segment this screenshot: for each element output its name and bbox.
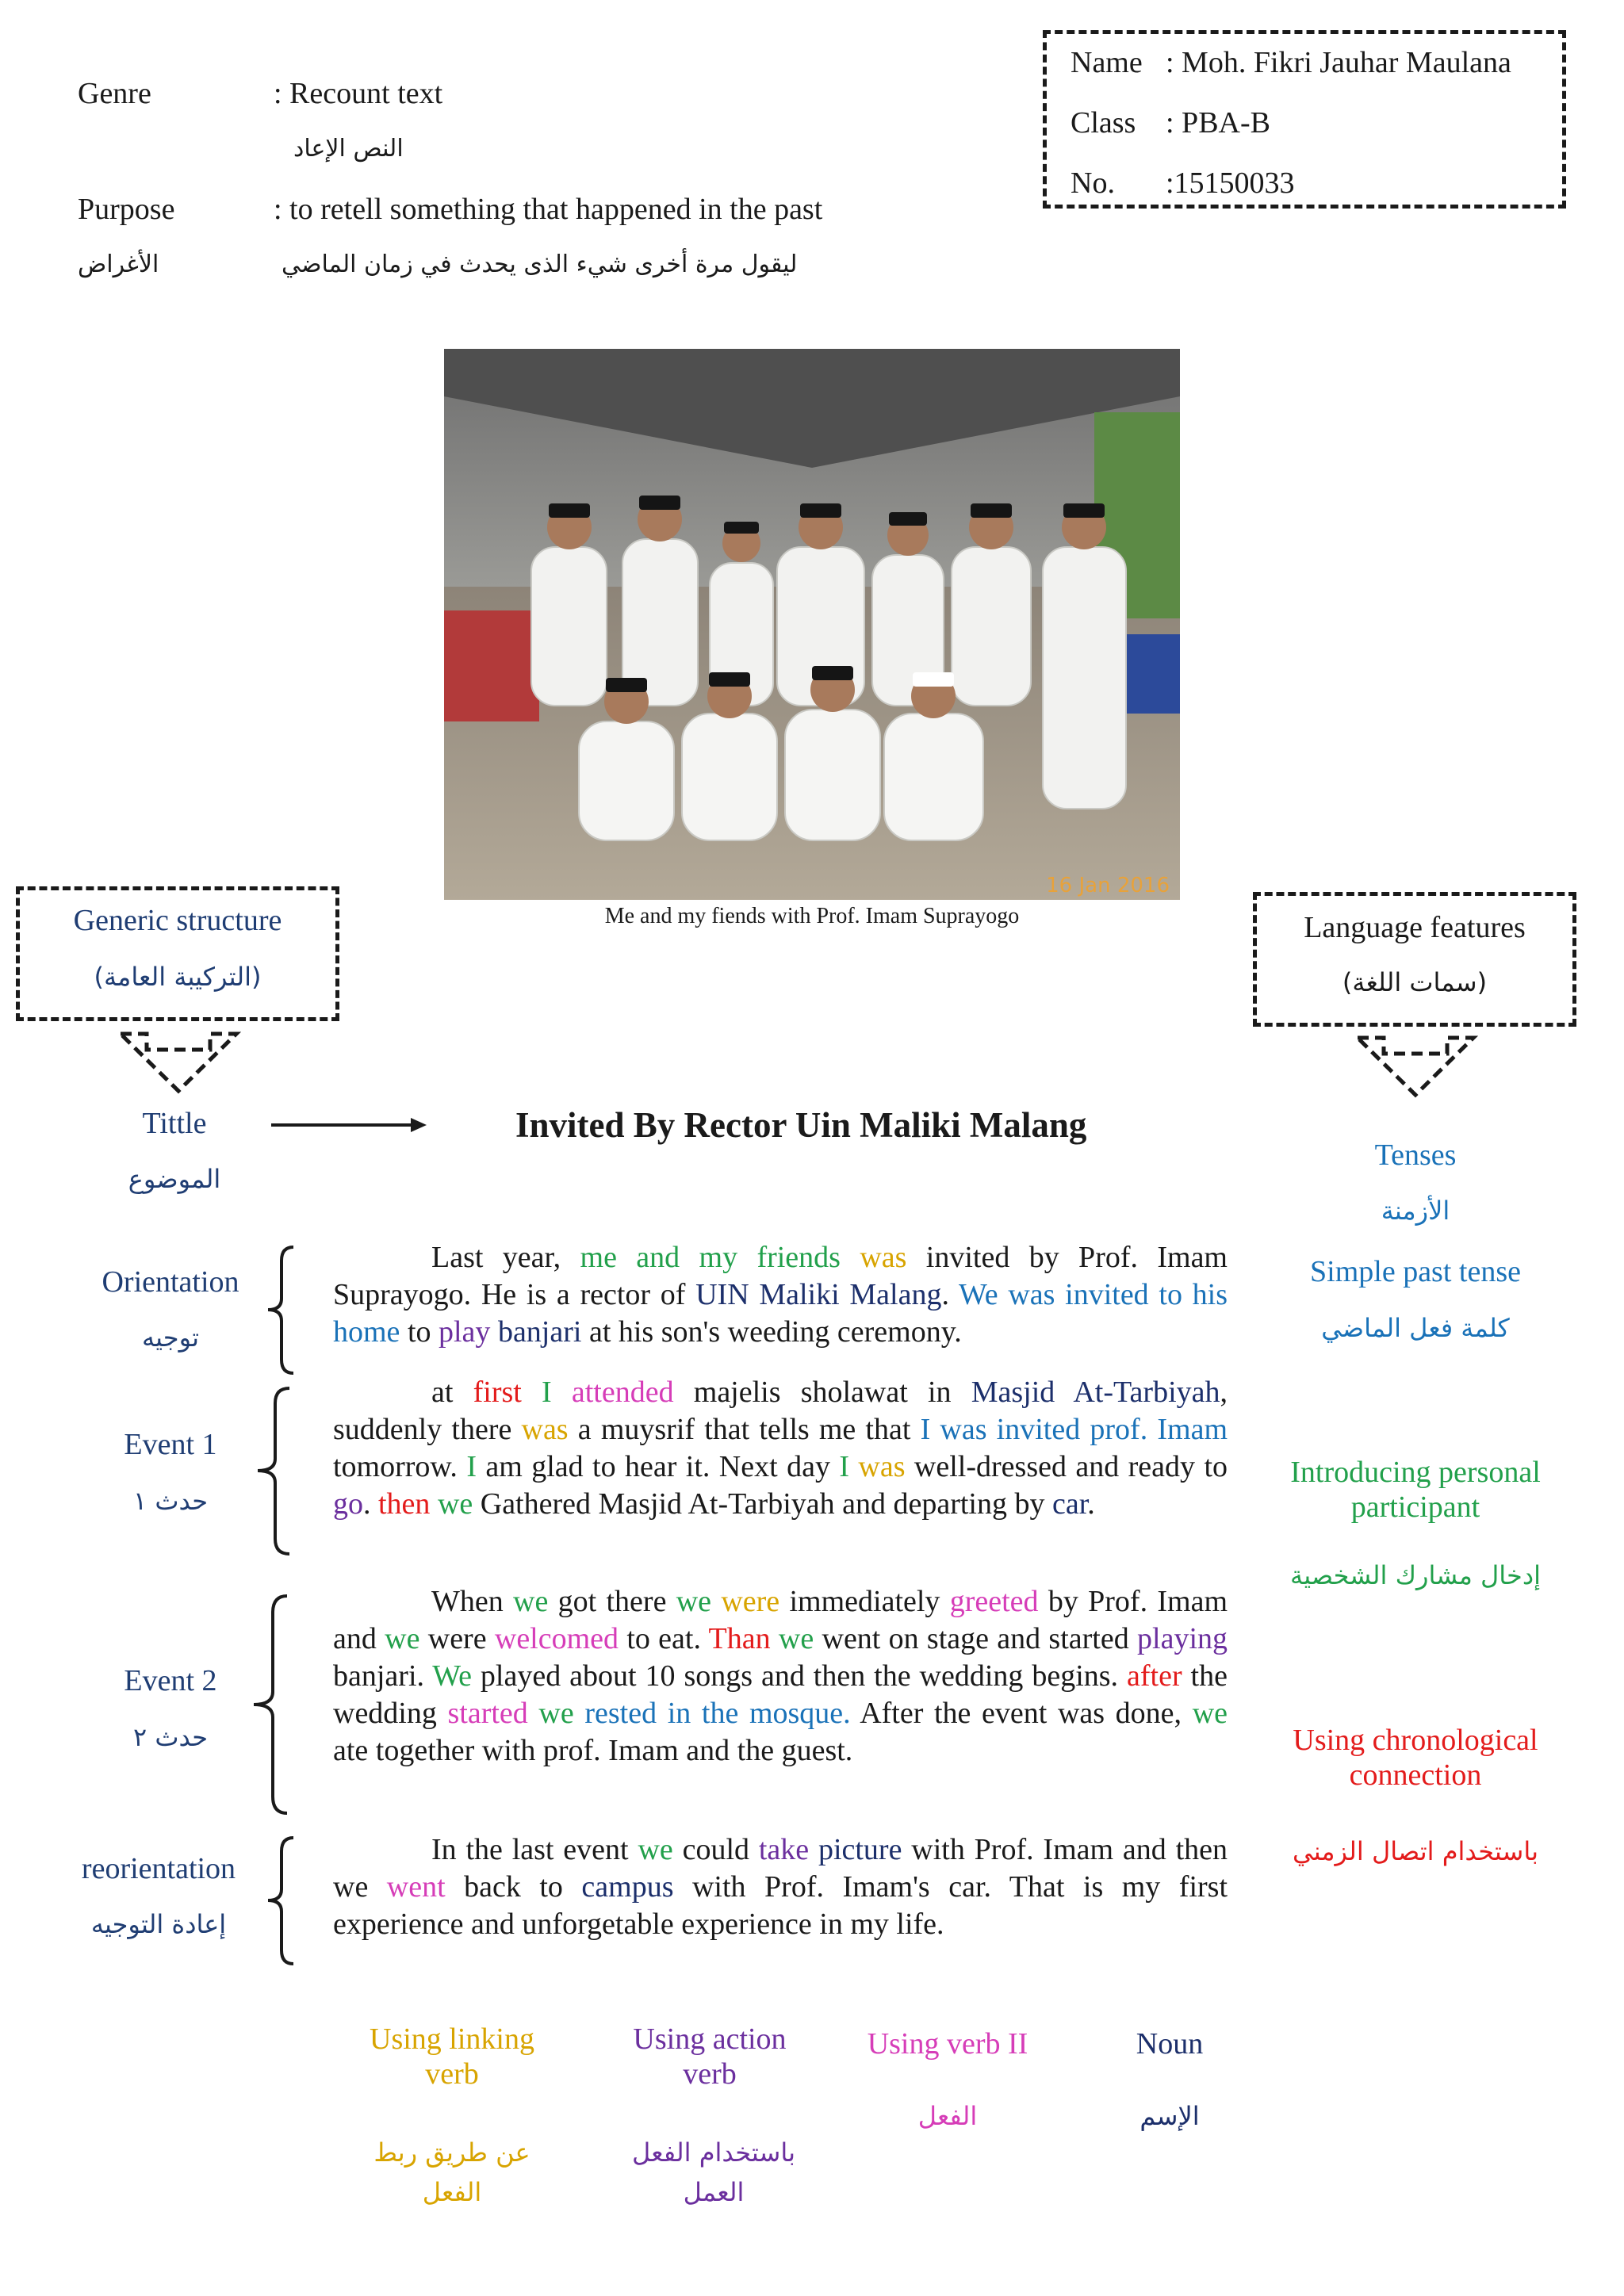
paragraph-orientation: Last year, me and my friends was invited by Prof. Imam Suprayogo. He is a rector of UIN Maliki Malang. We was invited to his home to play banjari at his son's weeding ceremony. [333, 1241, 1228, 1349]
purpose-arabic: ليقول مرة أخرى شيء الذى يحدث في زمان الماضي [282, 251, 798, 278]
language-features-box [1253, 892, 1576, 1027]
no-label: No. [1071, 166, 1115, 200]
event1-arabic: حدث ١ [132, 1486, 209, 1516]
title-arabic: الموضوع [128, 1164, 221, 1194]
group-photo [444, 349, 1180, 900]
class-label: Class [1071, 106, 1136, 140]
name-label: Name [1071, 46, 1143, 79]
legend-noun-arabic: الإسم [1139, 2101, 1200, 2131]
right-arrow-icon [270, 1113, 428, 1137]
no-value: :15150033 [1166, 166, 1295, 200]
photo-date-stamp: 16 Jan 2016 [1046, 874, 1170, 897]
orientation-arabic: توجيه [141, 1322, 200, 1353]
language-features-title: Language features [1304, 911, 1526, 944]
title-label: Tittle [142, 1107, 207, 1140]
legend-linking-verb: Using linking verb [370, 2022, 534, 2091]
purpose-arabic-label: الأغراض [78, 251, 159, 278]
generic-structure-title: Generic structure [73, 904, 282, 937]
class-value: : PBA-B [1166, 106, 1270, 140]
simple-past-arabic: كلمة فعل الماضي [1321, 1313, 1510, 1343]
tenses-label: Tenses [1374, 1138, 1457, 1172]
curly-bracket-icon [246, 1594, 293, 1816]
legend-action-arabic: باستخدام الفعل العمل [632, 2137, 795, 2207]
legend-noun: Noun [1136, 2027, 1204, 2061]
text-title: Invited By Rector Uin Maliki Malang [515, 1105, 1087, 1145]
event1-label: Event 1 [124, 1428, 217, 1461]
legend-linking-arabic: عن طريق ربط الفعل [373, 2137, 530, 2207]
down-arrow-icon [111, 1031, 246, 1094]
paragraph-reorientation: In the last event we could take picture with Prof. Imam and then we went back to campus with Prof. Imam's car. That is my first experience and unforgetable experience in my life. [333, 1833, 1228, 1941]
paragraph-event1: at first I attended majelis sholawat in Masjid At-Tarbiyah, suddenly there was a muysrif that tells me that I was invited prof. Imam tomorrow. I am glad to hear it. Next day I was well-dressed and ready to go. then we Gathered Masjid At-Tarbiyah and departing by car. [333, 1376, 1228, 1521]
introducing-arabic: إدخال مشارك الشخصية [1290, 1560, 1541, 1590]
photo-caption: Me and my fiends with Prof. Imam Suprayogo [604, 904, 1020, 928]
genre-arabic: النص الإعاد [293, 135, 404, 163]
name-value: : Moh. Fikri Jauhar Maulana [1166, 46, 1511, 79]
down-arrow-icon [1348, 1035, 1483, 1098]
genre-value: : Recount text [274, 77, 443, 110]
generic-structure-box [16, 886, 339, 1021]
curly-bracket-icon [262, 1245, 301, 1376]
curly-bracket-icon [262, 1835, 301, 1966]
introducing-label: Introducing personal participant [1290, 1456, 1541, 1524]
legend-verb-ii-arabic: الفعل [917, 2101, 978, 2131]
legend-verb-ii: Using verb II [867, 2027, 1028, 2061]
reorientation-label: reorientation [81, 1852, 236, 1885]
paragraph-event2: When we got there we were immediately greeted by Prof. Imam and we were welcomed to eat. Than we went on stage and started playing banjari. We played about 10 songs and then the wedding begins. after the wedding started we rested in the mosque. After the event was done, we ate together with prof. Imam and the guest. [333, 1585, 1228, 1767]
genre-label: Genre [78, 77, 151, 110]
tenses-arabic: الأزمنة [1381, 1196, 1450, 1226]
curly-bracket-icon [250, 1386, 297, 1556]
generic-structure-arabic: (التركيبة العامة) [94, 962, 262, 992]
chronological-label: Using chronological connection [1293, 1724, 1538, 1792]
student-info-box [1043, 30, 1566, 209]
event2-label: Event 2 [124, 1664, 217, 1697]
simple-past-label: Simple past tense [1310, 1255, 1521, 1288]
language-features-arabic: (سمات اللغة) [1342, 967, 1488, 997]
orientation-label: Orientation [102, 1265, 239, 1299]
chronological-arabic: باستخدام اتصال الزمني [1293, 1836, 1538, 1866]
purpose-label: Purpose [78, 193, 175, 226]
purpose-value: : to retell something that happened in the past [274, 193, 823, 226]
event2-arabic: حدث ٢ [132, 1722, 209, 1752]
legend-action-verb: Using action verb [633, 2022, 787, 2091]
reorientation-arabic: إعادة التوجيه [90, 1909, 227, 1939]
